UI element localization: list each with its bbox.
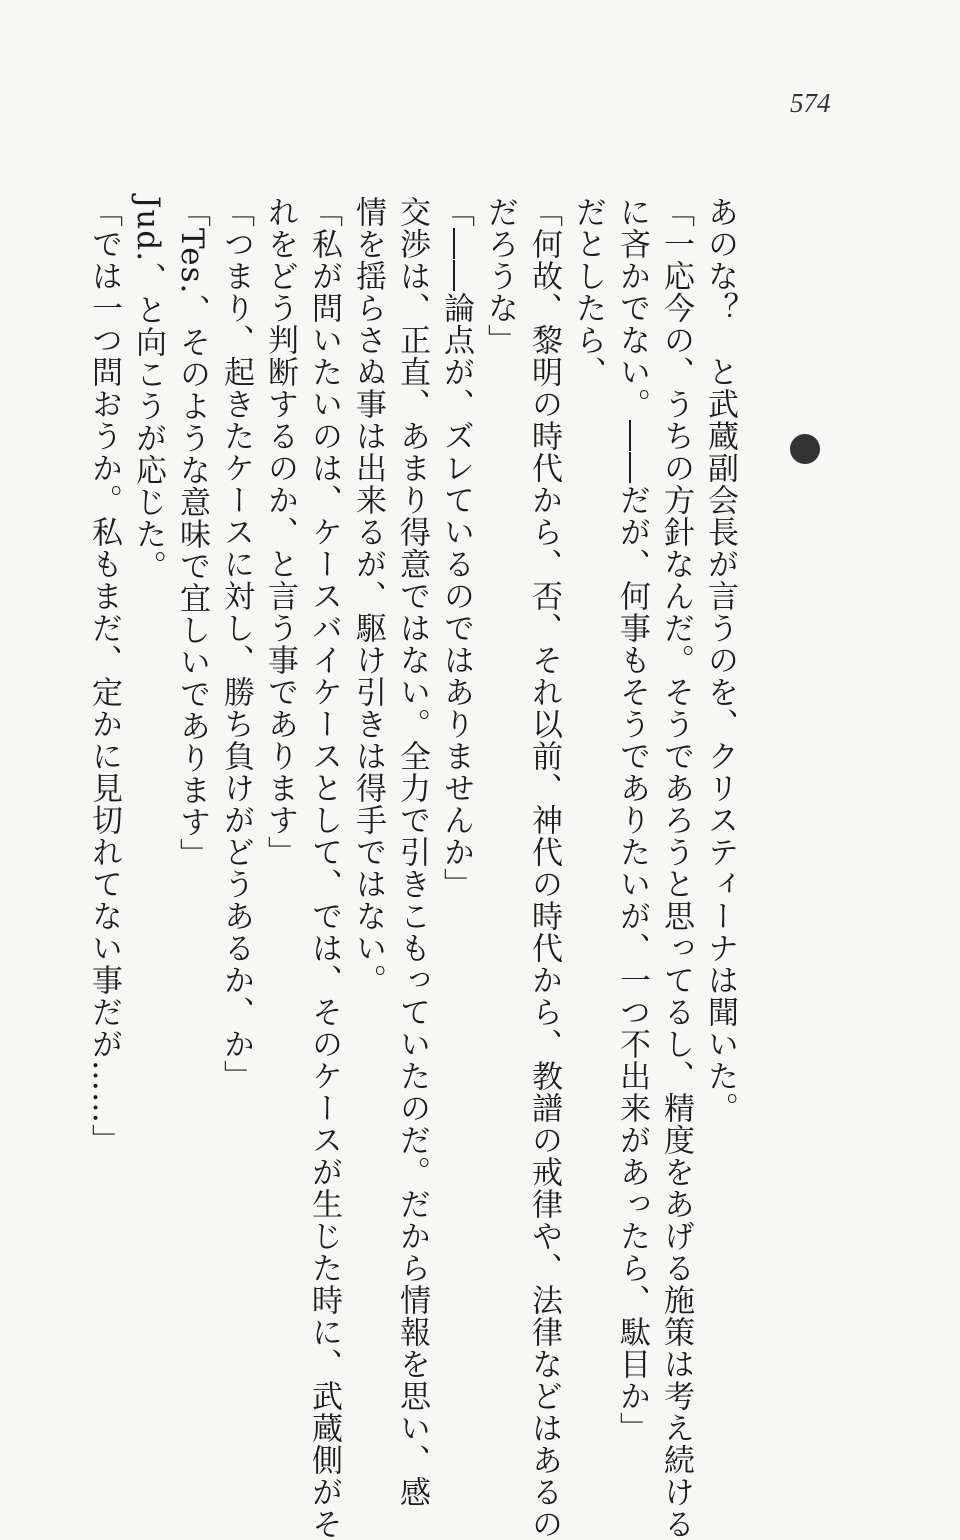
text-line: Jud.、と向こうが応じた。 (130, 196, 166, 583)
text-line: 「何故、黎明の時代から、否、それ以前、神代の時代から、教譜の戒律や、法律などはあるの (526, 196, 562, 1540)
section-marker (790, 434, 820, 464)
text-line: あのな？ と武蔵副会長が言うのを、クリスティーナは聞いた。 (702, 196, 738, 1124)
text-line: だとしたら、 (570, 196, 606, 388)
text-line: だろうな」 (482, 196, 518, 356)
text-line: 「――論点が、ズレているのではありませんか」 (438, 196, 474, 900)
text-line: 「一応今の、うちの方針なんだ。そうであろうと思ってるし、精度をあげる施策は考え続ける (658, 196, 694, 1540)
text-line: 「では一つ問おうか。私もまだ、定かに見切れてない事だが……」 (86, 196, 122, 1156)
page-number: 574 (790, 88, 831, 118)
text-line: れをどう判断するのか、と言う事であります」 (262, 196, 298, 868)
text-line: 「つまり、起きたケースに対し、勝ち負けがどうあるか、か」 (218, 196, 254, 1092)
text-line: 情を揺らさぬ事は出来るが、駆け引きは得手ではない。 (350, 196, 386, 996)
text-line: 交渉は、正直、あまり得意ではない。全力で引きこもっていたのだ。だから情報を思い、感 (394, 196, 430, 1508)
text-line: に吝かでない。――だが、何事もそうでありたいが、一つ不出来があったら、駄目か」 (614, 196, 650, 1444)
body-text (82, 196, 742, 1540)
text-line: 「私が問いたいのは、ケースバイケースとして、では、そのケースが生じた時に、武蔵側がそ (306, 196, 342, 1540)
text-line: 「Tes.、そのような意味で宜しいであります」 (174, 196, 210, 871)
